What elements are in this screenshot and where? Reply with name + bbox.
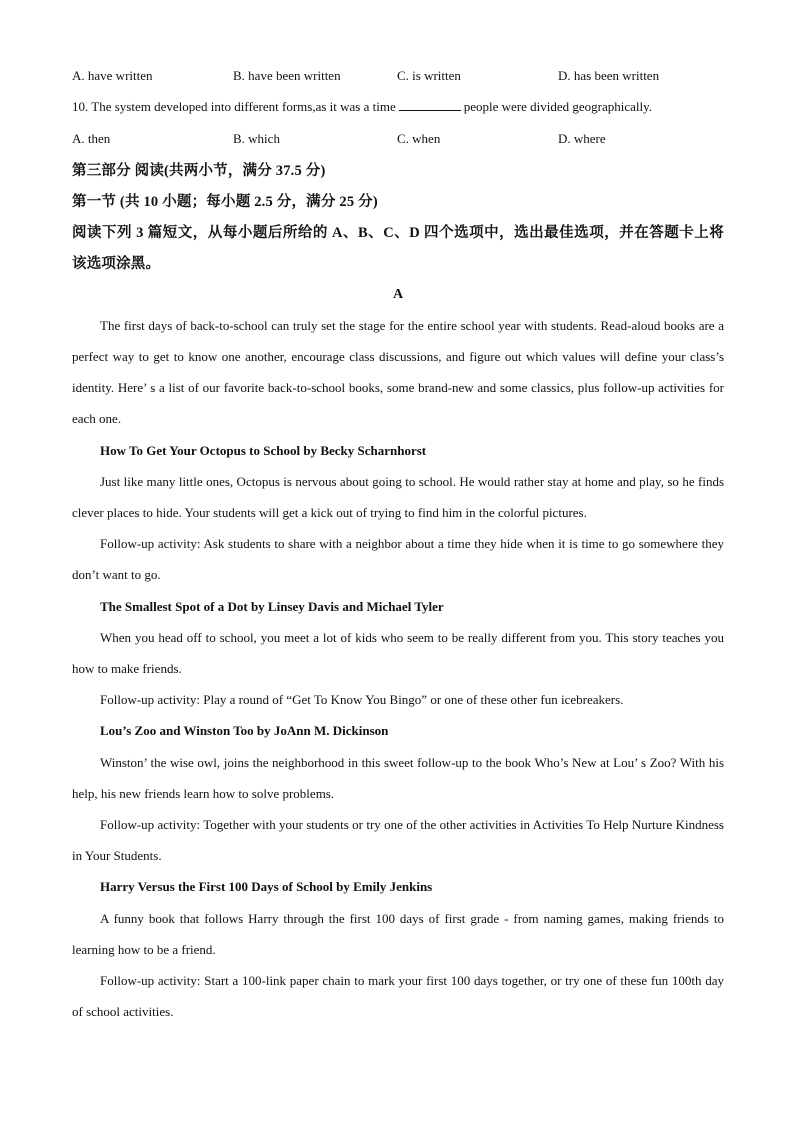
section-heading: 第三部分 阅读(共两小节，满分 37.5 分) — [72, 163, 326, 179]
q10-option-c: C. when — [397, 131, 441, 146]
q9-option-a: A. have written — [72, 68, 153, 83]
book-activity: Follow-up activity: Together with your students or try one of the other activities in Activities To Help Nurture Kindness in Your Students. — [72, 817, 724, 863]
answer-blank — [399, 99, 461, 111]
q10-option-d: D. where — [558, 131, 606, 146]
subsection-heading: 第一节 (共 10 小题；每小题 2.5 分，满分 25 分) — [72, 194, 378, 210]
book-title: The Smallest Spot of a Dot by Linsey Davis and Michael Tyler — [100, 599, 444, 614]
q10-stem-before: 10. The system developed into different forms,as it was a time — [72, 99, 396, 114]
book-activity: Follow-up activity: Ask students to share with a neighbor about a time they hide when it is time to go somewhere they don’t want to go. — [72, 536, 724, 582]
q9-option-c: C. is written — [397, 68, 461, 83]
passage-label: A — [392, 287, 404, 302]
q9-option-d: D. has been written — [558, 68, 660, 83]
q10-stem — [72, 99, 652, 115]
q10-option-a: A. then — [72, 131, 111, 146]
q10-stem-after: people were divided geographically. — [463, 99, 653, 114]
intro-paragraph: The first days of back-to-school can truly set the stage for the entire school year with students. Read-aloud books are a perfect way to get to know one another, encourage class discussions, and figure out which values will define your class’s identity. Here’ s a list of our favorite back-to-school books, some brand-new and some classics, plus follow-up activities for each one. — [72, 318, 724, 426]
q9-option-b: B. have been written — [233, 68, 341, 83]
book-title: Lou’s Zoo and Winston Too by JoAnn M. Dickinson — [100, 723, 389, 738]
q10-option-b: B. which — [233, 131, 280, 146]
book-activity: Follow-up activity: Play a round of “Get To Know You Bingo” or one of these other fun icebreakers. — [100, 692, 624, 707]
book-description: A funny book that follows Harry through the first 100 days of first grade - from naming games, making friends to learning how to be a friend. — [72, 911, 724, 957]
book-title: Harry Versus the First 100 Days of School by Emily Jenkins — [100, 879, 433, 894]
book-description: Just like many little ones, Octopus is nervous about going to school. He would rather stay at home and play, so he finds clever places to hide. Your students will get a kick out of trying to find him in the colorful pictures. — [72, 474, 724, 520]
book-description: When you head off to school, you meet a lot of kids who seem to be really different from you. This story teaches you how to make friends. — [72, 630, 724, 676]
book-description: Winston’ the wise owl, joins the neighborhood in this sweet follow-up to the book Who’s New at Lou’ s Zoo? With his help, his new friends learn how to solve problems. — [72, 755, 724, 801]
book-activity: Follow-up activity: Start a 100-link paper chain to mark your first 100 days together, or try one of these fun 100th day of school activities. — [72, 973, 724, 1019]
book-title: How To Get Your Octopus to School by Becky Scharnhorst — [100, 443, 427, 458]
instruction: 阅读下列 3 篇短文，从每小题后所给的 A、B、C、D 四个选项中，选出最佳选项，并在答题卡上将该选项涂黑。 — [72, 225, 724, 272]
